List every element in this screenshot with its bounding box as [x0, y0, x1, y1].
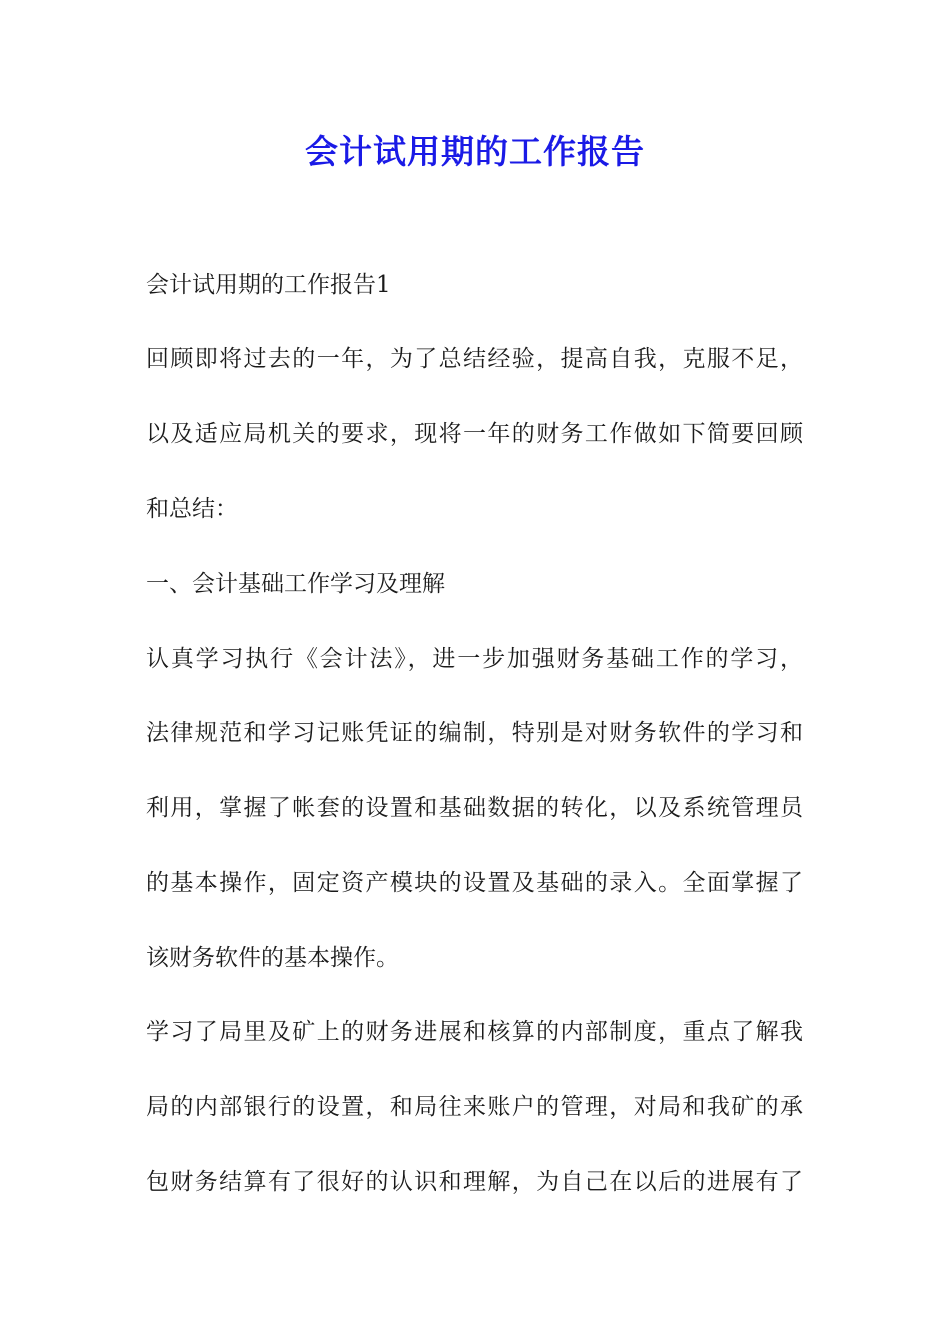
- section-heading-2: 一、会计基础工作学习及理解: [146, 571, 445, 597]
- paragraph-line: 以及适应局机关的要求，现将一年的财务工作做如下简要回顾: [146, 421, 803, 447]
- paragraph-line: 利用，掌握了帐套的设置和基础数据的转化，以及系统管理员: [146, 795, 803, 821]
- paragraph-line: 法律规范和学习记账凭证的编制，特别是对财务软件的学习和: [146, 720, 803, 746]
- paragraph-line: 学习了局里及矿上的财务进展和核算的内部制度，重点了解我: [146, 1019, 803, 1045]
- paragraph-line: 局的内部银行的设置，和局往来账户的管理，对局和我矿的承: [146, 1094, 803, 1120]
- paragraph-line: 包财务结算有了很好的认识和理解，为自己在以后的进展有了: [146, 1169, 803, 1195]
- paragraph-line: 的基本操作，固定资产模块的设置及基础的录入。全面掌握了: [146, 870, 803, 896]
- paragraph-line: 回顾即将过去的一年，为了总结经验，提高自我，克服不足，: [146, 346, 803, 372]
- paragraph-line: 和总结：: [146, 496, 238, 522]
- document-title: 会计试用期的工作报告: [305, 132, 645, 171]
- paragraph-line: 认真学习执行《会计法》，进一步加强财务基础工作的学习，: [146, 646, 803, 672]
- paragraph-line: 该财务软件的基本操作。: [146, 945, 399, 971]
- section-heading-1: 会计试用期的工作报告1: [146, 272, 391, 298]
